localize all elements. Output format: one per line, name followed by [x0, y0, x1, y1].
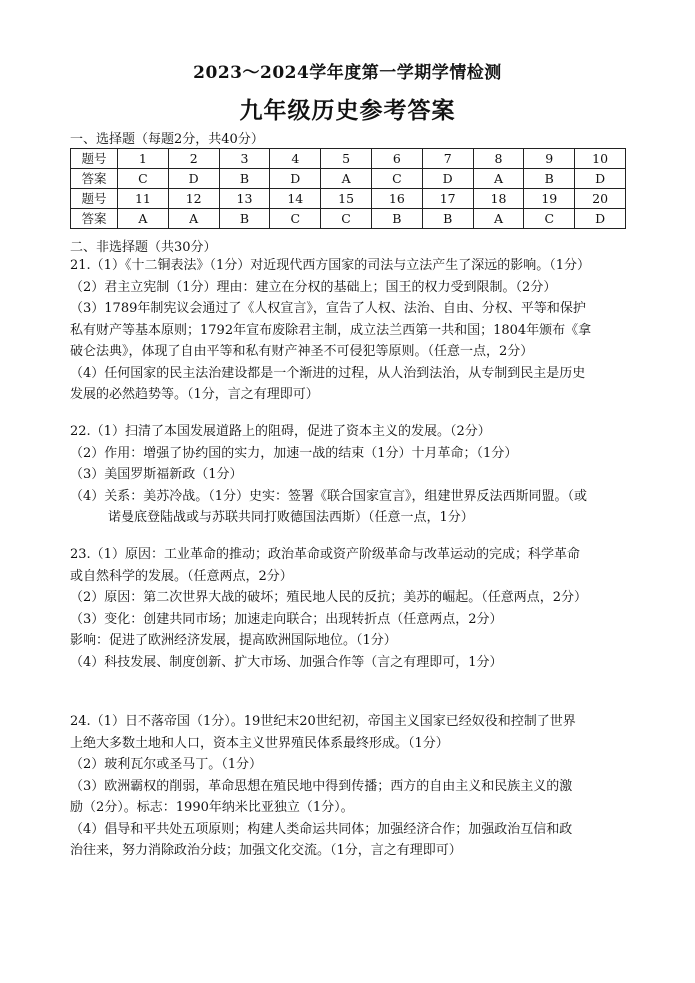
- table-cell: 3: [219, 149, 270, 169]
- answer-line: 诺曼底登陆战或与苏联共同打败德国法西斯）（任意一点，1分）: [108, 510, 474, 525]
- table-cell: B: [524, 169, 575, 189]
- table-cell: 12: [168, 189, 219, 209]
- section1-heading: 一、选择题（每题2分，共40分）: [70, 132, 264, 147]
- question-24-block: [70, 711, 626, 862]
- table-cell: 8: [473, 149, 524, 169]
- table-cell: 5: [321, 149, 372, 169]
- table-cell: 2: [168, 149, 219, 169]
- table-header-cell: 题号: [71, 149, 118, 169]
- answer-line: 私有财产等基本原则；1792年宣布废除君主制，成立法兰西第一共和国；1804年颁布《拿: [70, 322, 592, 338]
- table-row-answers-2: [71, 209, 626, 229]
- table-cell: A: [168, 209, 219, 229]
- table-cell: A: [473, 209, 524, 229]
- table-cell: B: [219, 169, 270, 189]
- answer-line: 影响：促进了欧洲经济发展，提高欧洲国际地位。（1分）: [70, 633, 397, 648]
- table-cell: 11: [118, 189, 169, 209]
- answer-line: （4）关系：美苏冷战。（1分）史实：签署《联合国家宣言》，组建世界反法西斯同盟。（或: [70, 488, 588, 504]
- table-cell: C: [270, 209, 321, 229]
- table-cell: D: [575, 169, 626, 189]
- table-header-cell: 答案: [71, 169, 118, 189]
- table-cell: C: [321, 209, 372, 229]
- table-header-cell: 答案: [71, 209, 118, 229]
- table-cell: A: [321, 169, 372, 189]
- table-row-answers-1: [71, 169, 626, 189]
- answer-line: 22.（1）扫清了本国发展道路上的阻碍，促进了资本主义的发展。（2分）: [70, 424, 491, 439]
- table-cell: 1: [118, 149, 169, 169]
- table-cell: 13: [219, 189, 270, 209]
- table-cell: D: [422, 169, 473, 189]
- exam-title: 2023～2024学年度第一学期学情检测: [193, 63, 502, 83]
- table-cell: C: [371, 169, 422, 189]
- table-cell: 16: [371, 189, 422, 209]
- table-cell: D: [270, 169, 321, 189]
- answer-line: （4）倡导和平共处五项原则；构建人类命运共同体；加强经济合作；加强政治互信和政: [70, 821, 573, 837]
- answer-line: 励（2分）。标志：1990年纳米比亚独立（1分）。: [70, 800, 354, 815]
- answer-line: 上绝大多数土地和人口，资本主义世界殖民体系最终形成。（1分）: [70, 735, 449, 751]
- table-cell: B: [371, 209, 422, 229]
- answer-line: （2）作用：增强了协约国的实力，加速一战的结束（1分）十月革命；（1分）: [70, 445, 518, 461]
- table-cell: 9: [524, 149, 575, 169]
- answer-line: （2）君主立宪制（1分）理由：建立在分权的基础上；国王的权力受到限制。（2分）: [70, 279, 557, 295]
- question-23-block: [70, 544, 626, 673]
- table-cell: 7: [422, 149, 473, 169]
- table-cell: A: [473, 169, 524, 189]
- table-cell: 15: [321, 189, 372, 209]
- table-cell: B: [219, 209, 270, 229]
- table-row-numbers-2: [71, 189, 626, 209]
- answer-line: （3）美国罗斯福新政（1分）: [70, 467, 243, 482]
- answer-line: （4）科技发展、制度创新、扩大市场、加强合作等（言之有理即可，1分）: [70, 654, 503, 670]
- section2-heading: 二、非选择题（共30分）: [70, 240, 217, 255]
- question-22-block: [70, 421, 626, 529]
- table-cell: C: [118, 169, 169, 189]
- table-cell: 20: [575, 189, 626, 209]
- answer-line: （2）玻利瓦尔或圣马丁。（1分）: [70, 757, 263, 772]
- table-header-cell: 题号: [71, 189, 118, 209]
- answer-line: （3）变化：创建共同市场；加速走向联合；出现转折点（任意两点，2分）: [70, 611, 503, 627]
- table-cell: 17: [422, 189, 473, 209]
- table-cell: C: [524, 209, 575, 229]
- table-cell: D: [575, 209, 626, 229]
- table-cell: D: [168, 169, 219, 189]
- answer-line: 23.（1）原因：工业革命的推动；政治革命或资产阶级革命与改革运动的完成；科学革命: [70, 547, 580, 562]
- table-cell: 10: [575, 149, 626, 169]
- answer-line: 破仑法典》，体现了自由平等和私有财产神圣不可侵犯等原则。（任意一点，2分）: [70, 344, 534, 359]
- question-21-block: [70, 255, 626, 406]
- answer-line: 治往来，努力消除政治分歧；加强文化交流。（1分，言之有理即可）: [70, 843, 462, 858]
- answer-line: （3）1789年制宪议会通过了《人权宣言》，宣告了人权、法治、自由、分权、平等和保护: [70, 301, 586, 316]
- table-cell: 4: [270, 149, 321, 169]
- answer-line: （2）原因：第二次世界大战的破坏；殖民地人民的反抗；美苏的崛起。（任意两点，2分）: [70, 590, 588, 605]
- answer-key-title: 九年级历史参考答案: [239, 97, 456, 124]
- answer-line: 发展的必然趋势等。（1分，言之有理即可）: [70, 387, 319, 402]
- answer-line: 24.（1）日不落帝国（1分）。19世纪末20世纪初，帝国主义国家已经奴役和控制了世界: [70, 714, 576, 729]
- answer-line: （3）欧洲霸权的削弱，革命思想在殖民地中得到传播；西方的自由主义和民族主义的激: [70, 778, 573, 794]
- table-cell: 14: [270, 189, 321, 209]
- table-cell: B: [422, 209, 473, 229]
- table-cell: 6: [371, 149, 422, 169]
- table-row-numbers-1: [71, 149, 626, 169]
- table-cell: 19: [524, 189, 575, 209]
- answer-line: （4）任何国家的民主法治建设都是一个渐进的过程，从人治到法治，从专制到民主是历史: [70, 365, 586, 381]
- answer-table: [70, 148, 626, 229]
- answer-line: 21.（1）《十二铜表法》（1分）对近现代西方国家的司法与立法产生了深远的影响。（1分）: [70, 258, 590, 273]
- table-cell: A: [118, 209, 169, 229]
- answer-line: 或自然科学的发展。（任意两点，2分）: [70, 568, 293, 584]
- table-cell: 18: [473, 189, 524, 209]
